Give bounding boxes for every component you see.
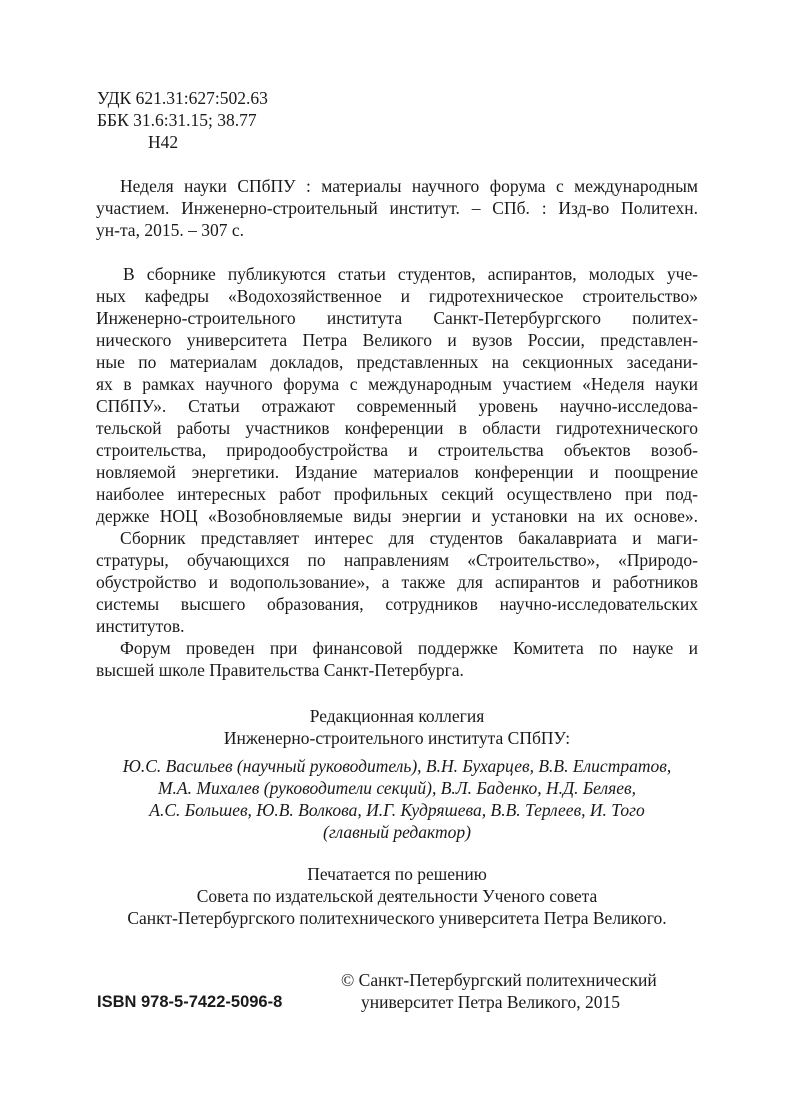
abstract-line: новляемой энергетики. Издание материалов конференции и поощрение [96, 462, 698, 482]
editorial-members-line: (главный редактор) [323, 822, 471, 842]
abstract-line: строительства, природообустройства и строительства объектов возоб- [96, 440, 698, 460]
copyright-line: © Санкт-Петербургский политехнический [341, 970, 657, 990]
abstract-line: ях в рамках научного форума с международным участием «Неделя науки [96, 374, 698, 394]
publication-decision-line: Совета по издательской деятельности Ученого совета [196, 886, 598, 906]
editorial-members-line: Ю.С. Васильев (научный руководитель), В.Н. Бухарцев, В.В. Елистратов, [122, 756, 672, 776]
abstract-line: ные по материалам докладов, представленных на секционных заседани- [96, 352, 698, 372]
publication-decision-line: Санкт-Петербургского политехнического университета Петра Великого. [127, 908, 667, 928]
bibliographic-line-2: участием. Инженерно-строительный институт. – СПб. : Изд-во Политехн. [96, 198, 698, 218]
abstract-line: институтов. [96, 616, 185, 636]
abstract-line: СПбПУ». Статьи отражают современный уровень научно-исследова- [96, 396, 698, 416]
abstract-line: наиболее интересных работ профильных секций осуществлено при под- [96, 484, 698, 504]
author-sign: Н42 [148, 132, 179, 152]
abstract-line: высшей школе Правительства Санкт-Петербурга. [96, 660, 464, 680]
editorial-heading: Редакционная коллегия [309, 706, 485, 726]
abstract-line: Форум проведен при финансовой поддержке Комитета по науке и [120, 638, 698, 658]
copyright-line: университет Петра Великого, 2015 [361, 992, 621, 1012]
bbk-code: ББК 31.6:31.15; 38.77 [97, 110, 257, 130]
abstract-line: стратуры, обучающихся по направлениям «Строительство», «Природо- [96, 550, 698, 570]
editorial-members-line: М.А. Михалев (руководители секций), В.Л. Баденко, Н.Д. Беляев, [157, 778, 637, 798]
isbn-number: ISBN 978-5-7422-5096-8 [97, 993, 283, 1011]
bibliographic-line-3: ун-та, 2015. – 307 с. [96, 220, 244, 240]
editorial-members-line: А.С. Большев, Ю.В. Волкова, И.Г. Кудряшева, В.В. Терлеев, И. Того [149, 800, 645, 820]
abstract-line: обустройство и водопользование», а также для аспирантов и работников [96, 572, 698, 592]
abstract-line: В сборнике публикуются статьи студентов, аспирантов, молодых уче- [123, 264, 698, 284]
abstract-line: держке НОЦ «Возобновляемые виды энергии и установки на их основе». [96, 506, 698, 526]
udk-code: УДК 621.31:627:502.63 [97, 88, 268, 108]
abstract-line: системы высшего образования, сотрудников научно-исследовательских [96, 594, 698, 614]
abstract-line: тельской работы участников конференции в области гидротехнического [96, 418, 698, 438]
abstract-line: нического университета Петра Великого и вузов России, представлен- [96, 330, 698, 350]
abstract-line: ных кафедры «Водохозяйственное и гидротехническое строительство» [96, 286, 698, 306]
editorial-heading-institute: Инженерно-строительного института СПбПУ: [223, 728, 571, 748]
bibliographic-line-1: Неделя науки СПбПУ : материалы научного форума с международным [120, 176, 698, 196]
abstract-line: Инженерно-строительного института Санкт-Петербургского политех- [96, 308, 698, 328]
publication-decision-line: Печатается по решению [307, 864, 487, 884]
abstract-line: Сборник представляет интерес для студентов бакалавриата и маги- [120, 528, 698, 548]
